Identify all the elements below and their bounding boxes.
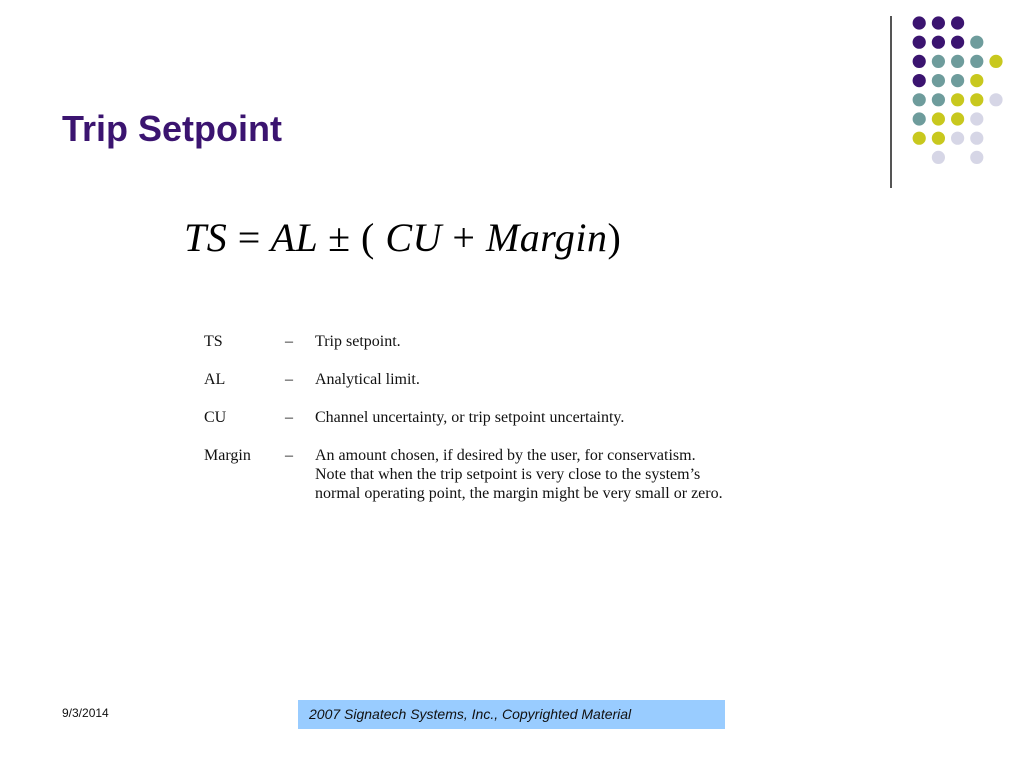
- decorative-dot: [932, 112, 945, 125]
- decorative-divider: [890, 16, 892, 188]
- decorative-dot: [951, 16, 964, 29]
- decorative-dot: [970, 36, 983, 49]
- definition-dash: –: [285, 333, 293, 350]
- formula-ts: TS: [184, 215, 228, 260]
- decorative-dot: [932, 55, 945, 68]
- decorative-dot: [913, 112, 926, 125]
- trip-setpoint-formula: [184, 214, 621, 261]
- decorative-dot: [970, 132, 983, 145]
- definition-description: [315, 408, 835, 427]
- slide-date: 9/3/2014: [62, 706, 109, 720]
- formula-margin: Margin: [485, 215, 608, 260]
- decorative-dot: [932, 36, 945, 49]
- decorative-dot: [951, 93, 964, 106]
- decorative-dot-grid: [0, 0, 1024, 200]
- definition-dash: –: [285, 371, 293, 388]
- definition-line: Channel uncertainty, or trip setpoint uncertainty.: [315, 409, 625, 426]
- definition-line: normal operating point, the margin might be very small or zero.: [315, 485, 723, 502]
- decorative-dot: [970, 93, 983, 106]
- decorative-dot: [913, 16, 926, 29]
- decorative-dot: [951, 55, 964, 68]
- decorative-dot: [913, 93, 926, 106]
- formula-plus-minus: ±: [328, 215, 351, 260]
- decorative-dot: [970, 151, 983, 164]
- decorative-dot: [913, 74, 926, 87]
- decorative-dot: [989, 93, 1002, 106]
- definition-dash: –: [285, 409, 293, 426]
- formula-equals: =: [237, 215, 261, 260]
- definition-description: [315, 446, 835, 503]
- decorative-dot: [989, 55, 1002, 68]
- decorative-dot: [932, 151, 945, 164]
- decorative-dot: [951, 74, 964, 87]
- decorative-dot: [932, 16, 945, 29]
- formula-open-paren: (: [361, 215, 375, 260]
- definition-term: TS: [204, 333, 223, 350]
- formula-al: AL: [270, 215, 318, 260]
- definition-term: CU: [204, 409, 227, 426]
- definition-term: AL: [204, 371, 226, 388]
- decorative-dot: [970, 55, 983, 68]
- copyright-text: 2007 Signatech Systems, Inc., Copyrighted Material: [309, 706, 632, 722]
- definition-line: Trip setpoint.: [315, 333, 401, 350]
- formula-plus: +: [452, 215, 476, 260]
- decorative-dot: [951, 36, 964, 49]
- formula-cu: CU: [385, 215, 442, 260]
- decorative-dot: [913, 132, 926, 145]
- formula-close-paren: ): [607, 215, 622, 260]
- definition-term: Margin: [204, 447, 251, 464]
- definition-line: Note that when the trip setpoint is very close to the system’s: [315, 466, 701, 483]
- definition-line: An amount chosen, if desired by the user, for conservatism.: [315, 447, 696, 464]
- decorative-dot: [913, 36, 926, 49]
- copyright-footer: [298, 700, 725, 729]
- definition-description: [315, 332, 835, 351]
- decorative-dot: [970, 74, 983, 87]
- decorative-dot: [913, 55, 926, 68]
- decorative-dot: [932, 93, 945, 106]
- definition-dash: –: [285, 447, 293, 464]
- decorative-dot: [951, 112, 964, 125]
- definition-description: [315, 370, 835, 389]
- slide-title: Trip Setpoint: [62, 108, 282, 149]
- decorative-dot: [951, 132, 964, 145]
- decorative-dot: [932, 74, 945, 87]
- decorative-dot: [970, 112, 983, 125]
- definition-line: Analytical limit.: [315, 371, 420, 388]
- decorative-dot: [932, 132, 945, 145]
